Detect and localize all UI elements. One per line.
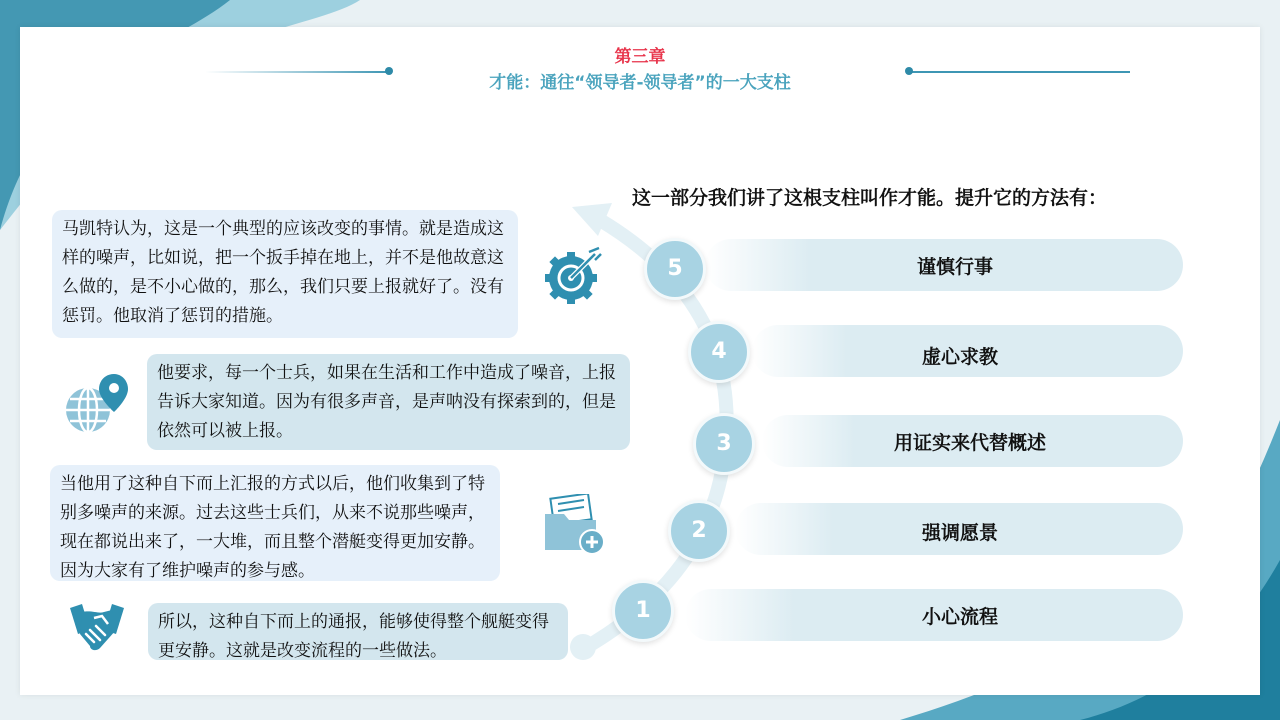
step-number-3: 3 [693, 413, 755, 475]
folder-add-icon [544, 494, 608, 556]
header-line-left [205, 71, 388, 73]
method-label-4: 虚心求教 [921, 346, 998, 368]
method-label-1: 小心流程 [921, 606, 998, 628]
header-dot-right [905, 67, 913, 75]
chapter-title: 第三章 [614, 47, 666, 67]
step-number-1: 1 [612, 580, 674, 642]
header-dot-left [385, 67, 393, 75]
step-number-4: 4 [688, 321, 750, 383]
textbox-4: 所以，这种自下而上的通报，能够使得整个舰艇变得更安静。这就是改变流程的一些做法。 [148, 603, 568, 660]
chapter-subtitle: 才能：通往“领导者-领导者”的一大支柱 [489, 73, 791, 93]
textbox-2: 他要求，每一个士兵，如果在生活和工作中造成了噪音，上报告诉大家知道。因为有很多声音，是声呐没有探索到的，但是依然可以被上报。 [147, 354, 630, 450]
method-label-5: 谨慎行事 [916, 256, 993, 278]
method-label-2: 强调愿景 [921, 522, 998, 544]
globe-pin-icon [62, 372, 130, 438]
step-number-5: 5 [644, 238, 706, 300]
header-line-right [912, 71, 1130, 73]
method-label-3: 用证实来代替概述 [893, 432, 1046, 454]
textbox-3: 当他用了这种自下而上汇报的方式以后，他们收集到了特别多噪声的来源。过去这些士兵们，从来不说那些噪声，现在都说出来了，一大堆，而且整个潜艇变得更加安静。因为大家有了维护噪声的参与感。 [50, 465, 500, 581]
step-number-2: 2 [668, 500, 730, 562]
textbox-1: 马凯特认为，这是一个典型的应该改变的事情。就是造成这样的噪声，比如说，把一个扳手掉在地上，并不是他故意这么做的，是不小心做的，那么，我们只要上报就好了。没有惩罚。他取消了惩罚的措施。 [52, 210, 518, 338]
gear-target-icon [543, 246, 605, 306]
methods-intro: 这一部分我们讲了这根支柱叫作才能。提升它的方法有： [632, 187, 1108, 209]
handshake-icon [70, 604, 124, 656]
